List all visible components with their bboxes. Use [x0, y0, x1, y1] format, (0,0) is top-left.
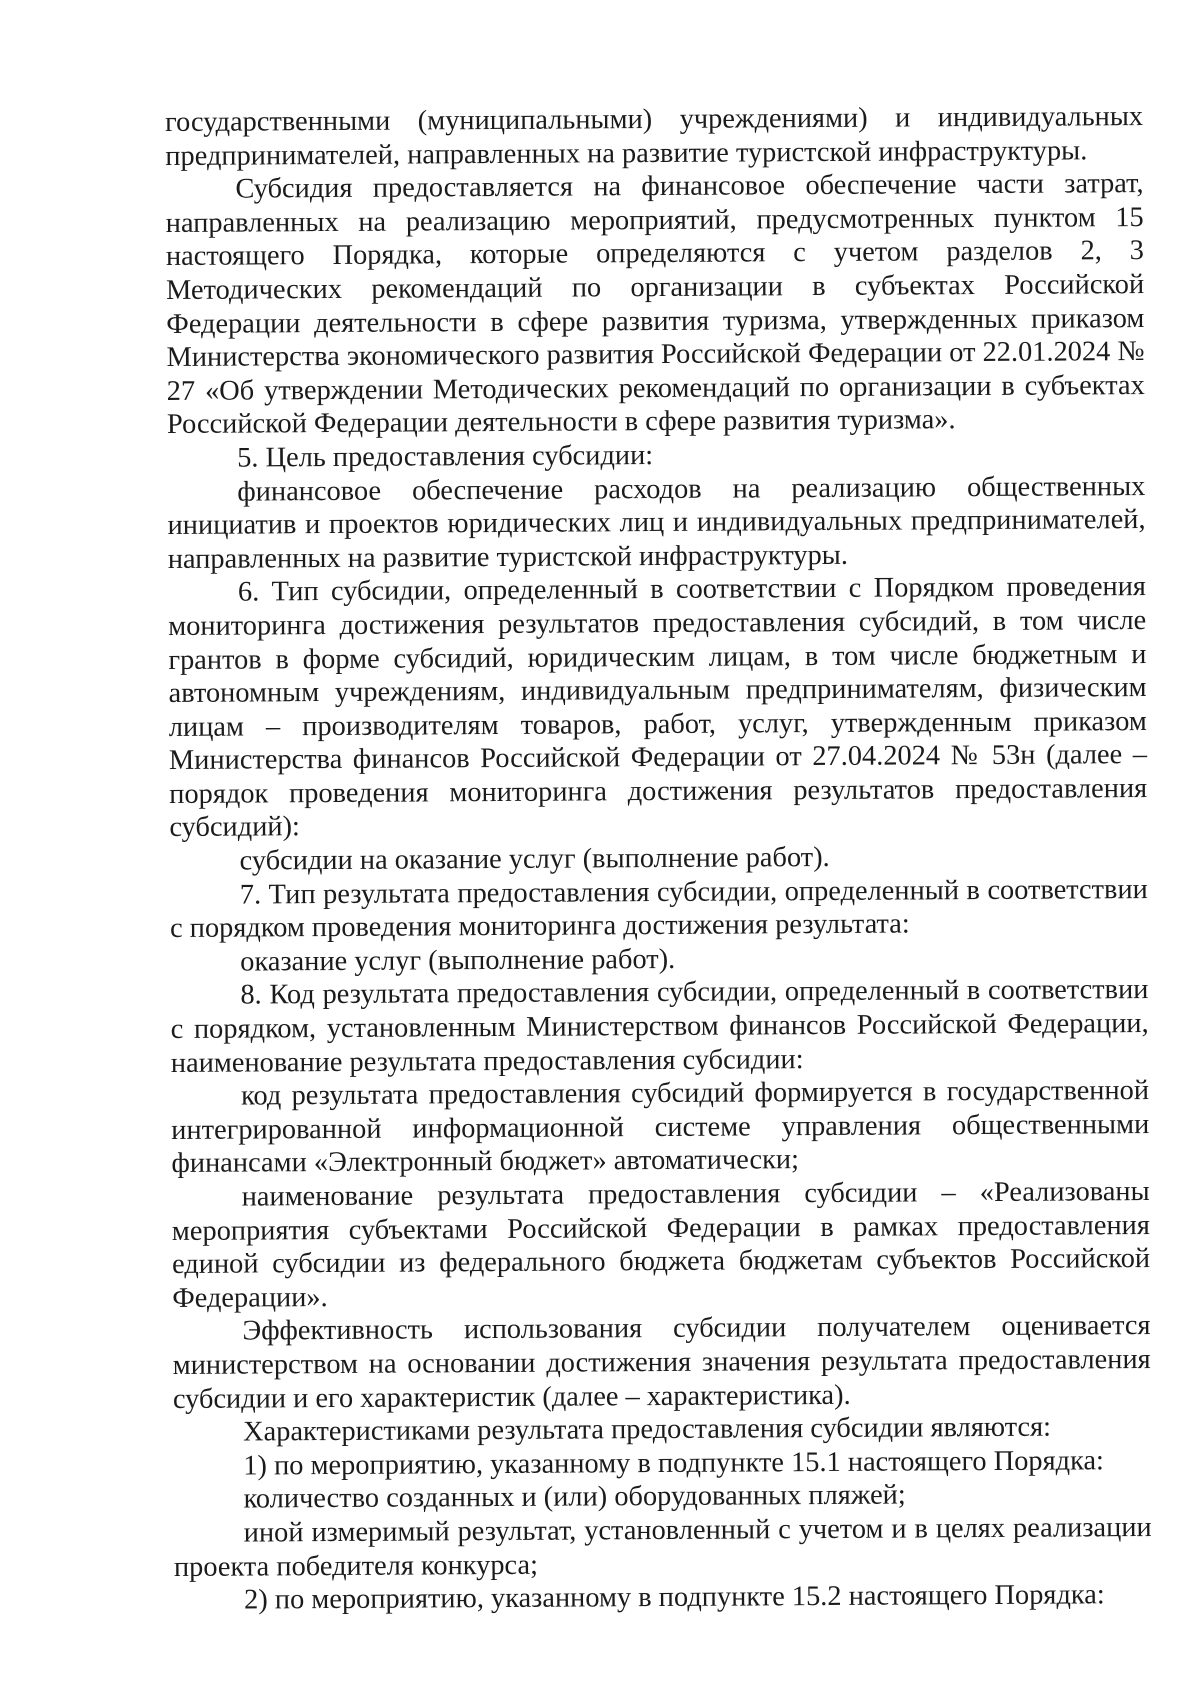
- paragraph-item-8-code: код результата предоставления субсидий формируется в государственной интегрированной информационной системе управления общественными финансами «Электронный бюджет» автоматически;: [171, 1075, 1150, 1180]
- paragraph-measure-15-2: 2) по мероприятию, указанному в подпункте 15.2 настоящего Порядка:: [244, 1579, 1105, 1616]
- paragraph-measure-15-1: 1) по мероприятию, указанному в подпункте 15.1 настоящего Порядка:: [243, 1445, 1104, 1482]
- paragraph-item-8-heading: 8. Код результата предоставления субсидии, определенный в соответствии с порядком, установленным Министерством финансов Российской Федерации, наименование результата предоставления субсидии:: [170, 974, 1149, 1079]
- paragraph-beaches-count: количество созданных и (или) оборудованных пляжей;: [243, 1479, 906, 1515]
- paragraph-continuation: государственными (муниципальными) учреждениями) и индивидуальных предпринимателей, направленных на развитие туристской инфраструктуры.: [165, 101, 1144, 172]
- paragraph-item-5-heading: 5. Цель предоставления субсидии:: [237, 439, 654, 474]
- paragraph-item-6-heading: 6. Тип субсидии, определенный в соответствии с Порядком проведения мониторинга достижения результатов предоставления субсидий, в том числе грантов в форме субсидий, юридическим лицам, в том числе бюджетным и автономным учреждениям, индивидуальным предпринимателям, физическим лицам – производителям товаров, работ, услуг, утвержденным приказом Министерства финансов Российской Федерации от 27.04.2024 № 53н (далее – порядок проведения мониторинга достижения результатов предоставления субсидий):: [168, 571, 1148, 844]
- paragraph-item-8-name: наименование результата предоставления субсидии – «Реализованы мероприятия субъектами Российской Федерации в рамках предоставления единой субсидии из федерального бюджета бюджетам субъектов Российской Федерации».: [171, 1176, 1151, 1314]
- document-body: [165, 100, 1152, 1618]
- paragraph-item-5-text: финансовое обеспечение расходов на реализацию общественных инициатив и проектов юридических лиц и индивидуальных предпринимателей, направленных на развитие туристской инфраструктуры.: [167, 470, 1146, 575]
- paragraph-item-7-text: оказание услуг (выполнение работ).: [240, 943, 676, 978]
- paragraph-characteristics-heading: Характеристиками результата предоставления субсидии являются:: [243, 1411, 1052, 1448]
- paragraph-item-6-text: субсидии на оказание услуг (выполнение работ).: [239, 842, 830, 877]
- paragraph-item-7-heading: 7. Тип результата предоставления субсидии, определенный в соответствии с порядком проведения мониторинга достижения результата:: [169, 873, 1148, 945]
- paragraph-subsidy-purpose-costs: Субсидия предоставляется на финансовое обеспечение части затрат, направленных на реализацию мероприятий, предусмотренных пунктом 15 настоящего Порядка, которые определяются с учетом разделов 2, 3 Методических рекомендаций по организации в субъектах Российской Федерации деятельности в сфере развития туризма, утвержденных приказом Министерства экономического развития Российской Федерации от 22.01.2024 № 27 «Об утверждении Методических рекомендаций по организации в субъектах Российской Федерации деятельности в сфере развития туризма».: [165, 168, 1145, 441]
- paragraph-efficiency: Эффективность использования субсидии получателем оценивается министерством на основании достижения значения результата предоставления субсидии и его характеристик (далее – характеристика).: [172, 1310, 1151, 1415]
- paragraph-other-result: иной измеримый результат, установленный с учетом и в целях реализации проекта победителя конкурса;: [173, 1511, 1152, 1583]
